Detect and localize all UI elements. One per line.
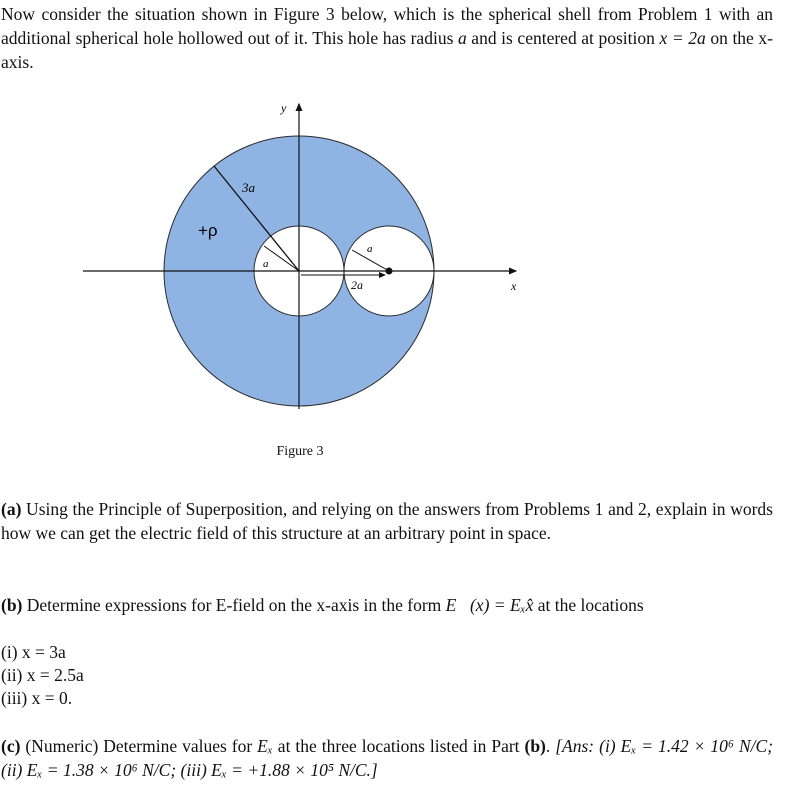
- hole-center-dot: [386, 268, 393, 275]
- part-b-field-eq: E⃗(x) = Eₓx̂: [445, 595, 534, 615]
- hole-radius-label: a: [367, 243, 373, 255]
- part-a-text: Using the Principle of Superposition, and relying on the answers from Problems 1 and 2, explain in words how we can get the electric field of this structure at an arbitrary point in space.: [1, 499, 773, 543]
- part-b-paragraph: [1, 593, 773, 617]
- part-c-text-1: (Numeric) Determine values for: [20, 736, 258, 756]
- location-item-i: (i) x = 3a: [1, 642, 66, 662]
- part-c-ref-tag: (b): [524, 736, 546, 756]
- part-c-paragraph: [1, 734, 773, 782]
- x-axis-label: x: [511, 279, 517, 293]
- intro-text-1: Now consider the situation shown in Figure 3 below, which is the spherical shell from Problem 1 with an additional spherical hole hollowed out of it. This hole has radius: [1, 4, 773, 48]
- intro-text-3: on the x- axis.: [1, 28, 773, 72]
- part-a-paragraph: [1, 497, 773, 545]
- location-list: [1, 640, 84, 709]
- intro-paragraph: [1, 2, 773, 74]
- part-c-ex-symbol: Eₓ: [257, 736, 273, 756]
- location-item-iii: (iii) x = 0.: [1, 688, 73, 708]
- part-b-tag: (b): [1, 595, 23, 615]
- location-item-ii: (ii) x = 2.5a: [1, 665, 84, 685]
- big-radius-label: 3a: [242, 180, 255, 195]
- part-c-answers: Eₓ = 1.42 × 10⁶ N/C; (ii) Eₓ = 1.38 × 10⁶ N/C; (iii) Eₓ = +1.88 × 10⁵ N/C.]: [1, 736, 774, 780]
- intro-text-2: and is centered at position: [466, 28, 660, 48]
- part-c-tag: (c): [1, 736, 21, 756]
- inner-radius-label: a: [263, 258, 269, 270]
- part-a-tag: (a): [1, 499, 22, 519]
- offset-label: 2a: [351, 278, 363, 292]
- figure-caption: Figure 3: [276, 444, 324, 459]
- charge-density-label: +ρ: [198, 221, 218, 240]
- intro-position-eq: x = 2a: [659, 28, 706, 48]
- part-b-text-2: at the locations: [533, 595, 644, 615]
- part-c-answer-label: [Ans: (i): [555, 736, 616, 756]
- part-c-text-2: at the three locations listed in Part: [272, 736, 525, 756]
- y-axis-label: y: [281, 101, 287, 115]
- part-b-text-1: Determine expressions for E-field on the x-axis in the form: [22, 595, 446, 615]
- intro-radius-symbol: a: [457, 28, 467, 48]
- figure-3-diagram: [80, 96, 520, 416]
- part-c-text-3: .: [545, 736, 556, 756]
